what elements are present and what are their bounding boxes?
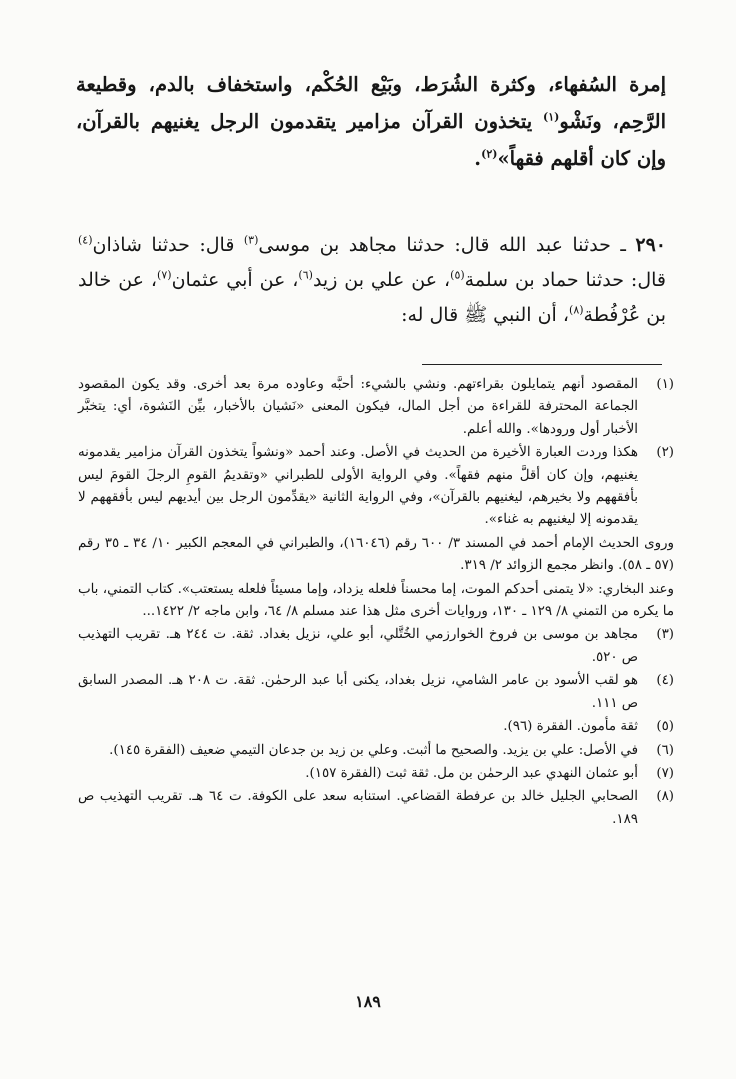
- footnote-2-continuation: [78, 579, 674, 624]
- hadith-number: ٢٩٠: [635, 234, 666, 256]
- isnad-text: ، عن علي بن زيد: [312, 269, 451, 291]
- footnote-separator: [422, 364, 662, 365]
- footnote-text: [78, 763, 638, 785]
- footnote-text: [78, 624, 638, 669]
- footnote-line: للطبراني «وتقديمُ القومِ الرجلَ القومَ ليس بأفقههم ولا بخيرهم، ليغنيهم بالقرآن»،: [78, 467, 638, 506]
- footnotes: [78, 374, 674, 832]
- footnote-ref[interactable]: (٧): [157, 268, 172, 282]
- footnote-ref[interactable]: (٦): [298, 268, 313, 282]
- footnote-ref[interactable]: (٣): [243, 233, 259, 247]
- page-number: ١٨٩: [355, 992, 381, 1011]
- footnote-line: هكذا وردت العبارة الأخيرة من الحديث في الأصل. وعند أحمد «ونشواً يتخذون: [207, 445, 638, 461]
- footnote-number: (٥): [656, 719, 674, 735]
- footnote-text: [78, 374, 638, 441]
- footnote-line: في الأصل: علي بن يزيد. والصحيح ما أثبت. وعلي بن زيد بن جدعان التيمي ضعيف: [189, 742, 638, 758]
- footnote-line: وعند البخاري: «لا يتمنى أحدكم الموت، إما محسناً فلعله يزداد، وإما مسيئاً فلعله: [237, 581, 675, 597]
- footnote-line: مجاهد بن موسى بن فروخ الخوارزمي الخُتَّلي، أبو علي، نزيل بغداد. ثقة. ت ٢٤٤ هـ.: [165, 627, 638, 643]
- footnote-text: [78, 670, 638, 715]
- footnote-1: [78, 374, 674, 441]
- footnote-ref[interactable]: (٨): [569, 303, 584, 317]
- footnote-line: التهذيب ص ١٨٩.: [78, 789, 638, 827]
- footnote-line: الصحابي الجليل خالد بن عرفطة القضاعي. استنابه سعد على الكوفة. ت ٦٤ هـ. تقريب: [147, 789, 638, 805]
- footnote-number: (٦): [656, 742, 674, 758]
- footnote-line: مثل هذا عند مسلم ٨/ ٦٤، وابن ماجه ٢/ ١٤٢٢...: [142, 604, 406, 620]
- footnote-line: به غناء».: [484, 512, 534, 528]
- footnote-line: القرآن مزامير يقدمونه يغنيهم، وإن كان أقلَّ منهم فقهاً». وفي الرواية الأولى: [78, 445, 638, 483]
- footnote-line: المصدر السابق ص ١١١.: [78, 673, 638, 711]
- footnote-text: [78, 716, 638, 738]
- text-punct: .: [474, 147, 482, 170]
- footnote-number: (٤): [656, 673, 674, 689]
- footnote-line: المقصود الجماعة المحترفة للقراءة من أجل المال، فيكون المعنى «نَشيان بالأخبار، بيِّن: [78, 377, 638, 415]
- footnote-line: تقريب التهذيب ص ٥٢٠.: [78, 627, 638, 665]
- isnad-text: قال: حدثنا حماد بن سلمة: [464, 269, 666, 291]
- footnote-line: وفي الرواية الثانية «يقدِّمون الرجل بين أيديهم ليس بأفقههم لا يقدمونه إلا ليغنيهم: [78, 490, 638, 528]
- footnote-line: ثقة مأمون. الفقرة (٩٦).: [503, 719, 638, 735]
- footnote-ref[interactable]: (٥): [450, 268, 465, 282]
- footnote-ref[interactable]: (٤): [78, 233, 93, 247]
- text-line: كان أقلهم فقهاً»: [497, 147, 631, 170]
- isnad-text: ، عن خالد بن عُرْفُطة: [78, 269, 666, 326]
- isnad-text: قال: حدثنا شاذان: [92, 234, 244, 256]
- footnote-2: [78, 442, 674, 532]
- footnote-line: يستعتب». كتاب التمني، باب ما يكره من التمني ٨/ ١٢٩ ـ ١٣٠، وروايات أخرى: [78, 581, 674, 620]
- hadith-text-continuation: [76, 66, 666, 177]
- footnote-text: [78, 740, 638, 762]
- footnote-4: [78, 670, 674, 715]
- hadith-290: [78, 228, 666, 333]
- footnote-number: (٢): [656, 445, 674, 461]
- footnote-6: [78, 740, 674, 762]
- footnote-8: [78, 786, 674, 831]
- footnote-line: أبو عثمان النهدي عبد الرحمٰن بن مل. ثقة ثبت (الفقرة ١٥٧).: [305, 765, 638, 781]
- footnote-7: [78, 763, 674, 785]
- footnote-line: المعجم الكبير ١٠/ ٣٤ ـ ٣٥ رقم (٥٧ ـ ٥٨). وانظر مجمع الزوائد ٢/ ٣١٩.: [78, 535, 674, 574]
- footnote-ref[interactable]: (٢): [481, 147, 498, 161]
- text-line: إمرة السُفهاء، وكثرة الشُرَط، وبَيْع الحُكْم، واستخفاف بالدم، وقطيعة: [76, 73, 666, 96]
- footnote-number: (٧): [656, 765, 674, 781]
- footnote-ref[interactable]: (١): [543, 110, 560, 124]
- footnote-text: [78, 442, 638, 532]
- text-line: الرَّحِم، ونَشْو: [559, 110, 666, 133]
- footnote-text: [78, 786, 638, 831]
- footnote-5: [78, 716, 674, 738]
- footnote-number: (١): [656, 377, 674, 392]
- isnad-text: ، أن النبي ﷺ قال له:: [401, 304, 570, 326]
- isnad-text: ، عن أبي عثمان: [171, 269, 299, 291]
- footnote-line: هو لقب الأسود بن عامر الشامي، نزيل بغداد، يكنى أبا عبد الرحمٰن. ثقة. ت ٢٠٨ هـ.: [167, 673, 638, 689]
- footnote-number: (٨): [656, 789, 674, 805]
- footnote-line: النَشوة، أي: يتخبَّر الأخبار أول ورودها». والله أعلم.: [78, 399, 638, 437]
- footnote-3: [78, 624, 674, 669]
- footnote-line: وروى الحديث الإمام أحمد في المسند ٣/ ٦٠٠ رقم (١٦٠٤٦)، والطبراني في: [256, 535, 674, 551]
- footnote-line: (الفقرة ١٤٥).: [109, 742, 186, 758]
- footnote-number: (٣): [656, 627, 674, 643]
- footnote-line: المقصود أنهم يتمايلون بقراءتهم. ونشي بالشيء: أحبَّه وعاوده مرة بعد أخرى. وقد يكون: [131, 377, 638, 392]
- isnad-text: ـ حدثنا عبد الله قال: حدثنا مجاهد بن موسى: [258, 234, 636, 256]
- footnote-2-continuation: [78, 533, 674, 578]
- text-line: يتخذون القرآن مزامير يتقدمون الرجل يغنيهم بالقرآن، وإن: [76, 110, 666, 170]
